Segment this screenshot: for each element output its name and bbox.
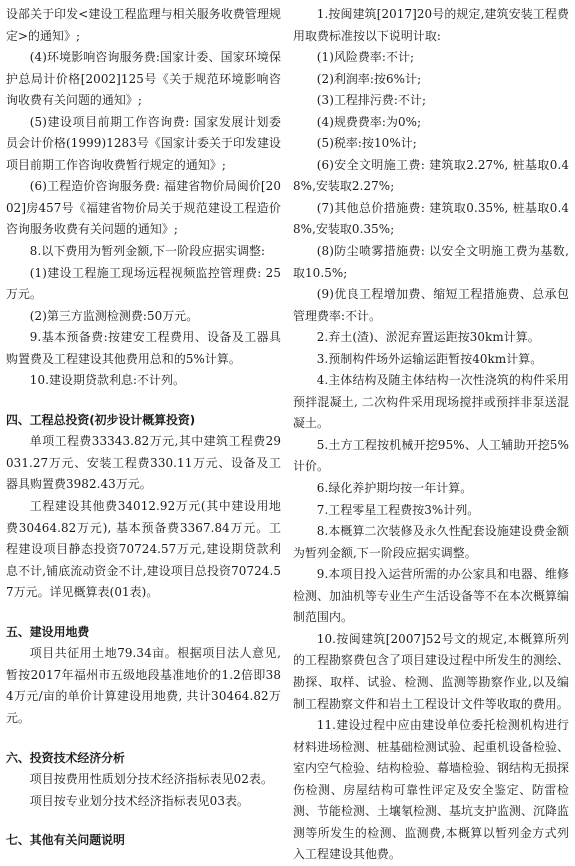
list-item-tax-rate: (5)税率:按10%计; xyxy=(316,136,417,151)
paragraph-survey-fee: 10.按闽建筑[2007]52号文的规定,本概算所列的工程勘察费包含了项目建设过程中所发生的测绘、勘探、取样、试验、检测、监测等勘察作业,以及编制工程勘察文件和岩土工程设计文件等收取的费用。 xyxy=(293,631,569,711)
paragraph-minor-works: 7.工程零星工程费按3%计列。 xyxy=(316,502,480,517)
paragraph-earthwork: 5.土方工程按机械开挖95%、人工辅助开挖5%计价。 xyxy=(293,437,569,474)
list-item-risk-rate: (1)风险费率:不计; xyxy=(316,50,415,65)
section-heading-other-notes: 七、其他有关问题说明 xyxy=(6,833,125,848)
list-item-sewage-fee: (3)工程排污费:不计; xyxy=(316,93,427,108)
paragraph-precast-transport: 3.预制构件场外运输运距暂按40km计算。 xyxy=(316,351,543,366)
paragraph-environment-fee: (4)环境影响咨询服务费:国家计委、国家环境保护总局计价格[2002]125号《关于规范环境影响咨询收费有关问题的通知》; xyxy=(6,50,281,108)
paragraph-index-by-nature: 项目按费用性质划分技术经济指标表见02表。 xyxy=(29,772,273,787)
section-spacer xyxy=(6,812,281,830)
paragraph-index-by-discipline: 项目按专业划分技术经济指标表见03表。 xyxy=(29,793,249,808)
left-column xyxy=(6,4,281,852)
paragraph-greening-maintenance: 6.绿化养护期均按一年计算。 xyxy=(316,481,473,496)
paragraph-supervision-fee-ref: 设部关于印发<建设工程监理与相关服务收费管理规定>的通知》; xyxy=(6,7,281,43)
paragraph-testing-monitoring-fee: 11.建设过程中应由建设单位委托检测机构进行材料进场检测、桩基础检测试验、起重机设备检验、室内空气检验、结构检验、幕墙检验、钢结构无损探伤检测、房屋结构可靠性评定及安全鉴定、防雷检测、节能检测、土壤氡检测、基坑支护监测、沉降监测等所发生的检测、监测费,本概算以暂列金方式列入工程建设其他费。 xyxy=(293,718,569,862)
paragraph-consulting-fee: (5)建设项目前期工作咨询费: 国家发展计划委员会计价格(1999)1283号《国家计委关于印发建设项目前期工作咨询收费暂行规定的通知》; xyxy=(6,114,281,172)
list-item-regulatory-fee: (4)规费费率:为0%; xyxy=(316,114,422,129)
list-item-profit-rate: (2)利润率:按6%计; xyxy=(316,71,422,86)
paragraph-excluded-equipment: 9.本项目投入运营所需的办公家具和电器、维修检测、加油机等专业生产生活设备等不在本次概算编制范围内。 xyxy=(293,567,569,625)
section-spacer xyxy=(6,392,281,410)
right-column xyxy=(293,4,569,866)
paragraph-loan-interest: 10.建设期贷款利息:不计列。 xyxy=(29,373,186,388)
paragraph-concrete: 4.主体结构及随主体结构一次性浇筑的构件采用预拌混凝土, 二次构件采用现场搅拌或预拌非泵送混凝土。 xyxy=(293,373,569,431)
paragraph-third-party-testing-fee: (2)第三方监测检测费:50万元。 xyxy=(29,308,199,323)
paragraph-land-fee: 项目共征用土地79.34亩。根据项目法人意见, 暂按2017年福州市五级地段基准地价的1.2倍即384万元/亩的单价计算建设用地费, 共计30464.82万元。 xyxy=(6,646,281,725)
section-heading-land-fee: 五、建设用地费 xyxy=(6,624,90,639)
list-item-quality-fee: (9)优良工程增加费、缩短工程措施费、总承包管理费率:不计。 xyxy=(293,287,569,323)
list-item-other-measures-fee: (7)其他总价措施费: 建筑取0.35%, 桩基取0.48%,安装取0.35%; xyxy=(293,200,569,237)
paragraph-basic-contingency: 9.基本预备费:按建安工程费用、设备及工器具购置费及工程建设其他费用总和的5%计算。 xyxy=(6,330,281,366)
paragraph-fee-standard: 1.按闽建筑[2017]20号的规定,建筑安装工程费用取费标准按以下说明计取: xyxy=(293,7,569,43)
paragraph-project-cost: 单项工程费33343.82万元,其中建筑工程费29031.27万元、安装工程费330.11万元、设备及工器具购置费3982.43万元。 xyxy=(6,434,281,492)
paragraph-other-costs: 工程建设其他费34012.92万元(其中建设用地费30464.82万元), 基本预备费3367.84万元。工程建设项目静态投资70724.57万元,建设期贷款利息不计,铺底流动资金不计,建设项目总投资70724.57万元。详见概算表(01表)。 xyxy=(6,499,281,600)
list-item-safety-civilized-fee: (6)安全文明施工费: 建筑取2.27%, 桩基取0.48%,安装取2.27%; xyxy=(293,157,569,194)
section-spacer xyxy=(6,730,281,748)
section-heading-economic-analysis: 六、投资技术经济分析 xyxy=(6,750,125,765)
paragraph-cost-consulting-fee: (6)工程造价咨询服务费: 福建省物价局闽价[2002]房457号《福建省物价局关于规范建设工程造价咨询服务收费有关问题的通知》; xyxy=(6,179,281,237)
list-item-dust-spray-fee: (8)防尘喷雾措施费: 以安全文明施工费为基数,取10.5%; xyxy=(293,244,569,280)
paragraph-provisional-sums: 8.以下费用为暂列金额,下一阶段应据实调整: xyxy=(29,244,266,259)
paragraph-video-monitoring-fee: (1)建设工程施工现场远程视频监控管理费: 25万元。 xyxy=(6,265,281,302)
paragraph-spoil-distance: 2.弃土(渣)、淤泥弃置运距按30km计算。 xyxy=(316,330,540,345)
section-heading-total-investment: 四、工程总投资(初步设计概算投资) xyxy=(6,412,196,427)
column-divider xyxy=(286,0,287,812)
section-spacer xyxy=(6,604,281,622)
paragraph-secondary-decoration: 8.本概算二次装修及永久性配套设施建设费金额为暂列金额,下一阶段应据实调整。 xyxy=(293,524,569,560)
